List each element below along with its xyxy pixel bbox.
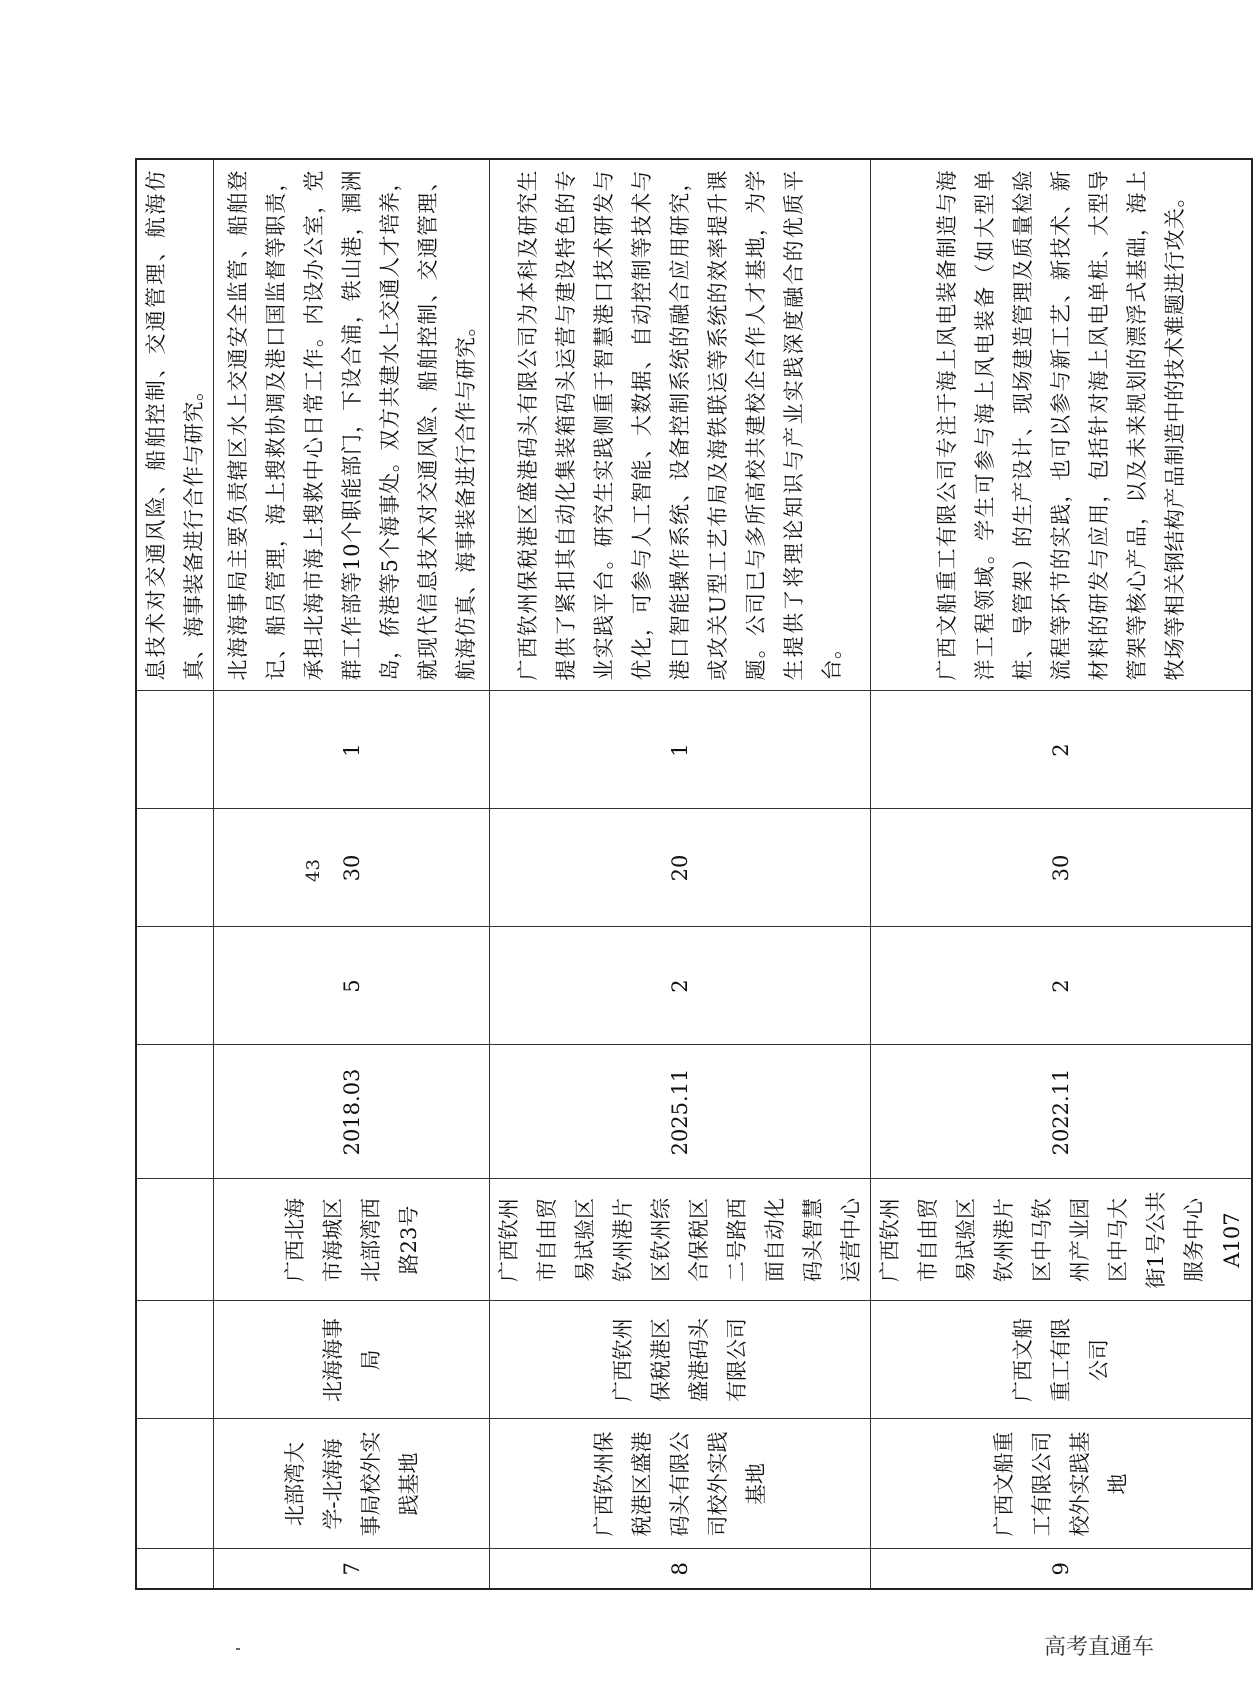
address-cell: 广西钦州市自由贸易试验区钦州港片区钦州综合保税区二号路西面自动化码头智慧运营中心 — [490, 1179, 871, 1301]
description-cell: 广西文船重工有限公司专注于海上风电装备制造与海洋工程领域。学生可参与海上风电装备（如大型单桩、导管架）的生产设计、现场建造管理及质量检验流程等环节的实践，也可以参与新工艺、新技术、新材料的研发与应用，包括针对海上风电单桩、大型导管架等核心产品，以及未来规划的漂浮式基础，海上牧场等相关钢结构产品制造中的技术难题进行攻关。 — [871, 159, 1253, 691]
base-name-cell: 广西文船重工有限公司校外实践基地 — [871, 1419, 1253, 1549]
partner-cell: 广西钦州保税港区盛港码头有限公司 — [490, 1301, 871, 1419]
watermark: 高考直通车 — [1043, 1635, 1154, 1660]
table-row — [871, 159, 1253, 1589]
description-cell: 广西钦州保税港区盛港码头有限公司为本科及研究生提供了紧扣其自动化集装箱码头运营与建设特色的专业实践平台。研究生实践侧重于智慧港口技术研发与优化，可参与人工智能、大数据、自动控制等技术与港口智能操作系统、设备控制系统的融合应用研究，或攻关U型工艺布局及海铁联运等系统的效率提升课题。公司已与多所高校共建校企合作人才基地，为学生提供了将理论知识与产业实践深度融合的优质平台。 — [490, 159, 871, 691]
description-cell: 息技术对交通风险、船舶控制、交通管理、航海仿真、海事装备进行合作与研究。 — [136, 159, 214, 691]
count-cell: 2 — [490, 927, 871, 1045]
date-cell: 2018.03 — [214, 1045, 490, 1179]
count-cell: 2 — [871, 691, 1253, 809]
count-cell: 1 — [490, 691, 871, 809]
date-cell: 2025.11 — [490, 1045, 871, 1179]
table-row — [214, 159, 490, 1589]
partner-cell: 北海海事局 — [214, 1301, 490, 1419]
rotated-table-container — [135, 160, 1244, 1590]
base-name-cell: 广西钦州保税港区盛港码头有限公司校外实践基地 — [490, 1419, 871, 1549]
row-index: 8 — [490, 1549, 871, 1589]
table-row-continuation — [136, 159, 214, 1589]
count-cell: 30 — [871, 809, 1253, 927]
count-cell: 30 — [214, 809, 490, 927]
description-cell: 北海海事局主要负责辖区水上交通安全监管、船舶登记、船员管理，海上搜救协调及港口国监督等职责，承担北海市海上搜救中心日常工作。内设办公室，党群工作部等10个职能部门，下设合浦，铁山港，涠洲岛，侨港等5个海事处。双方共建水上交通人才培养，就现代信息技术对交通风险、船舶控制、交通管理、航海仿真、海事装备进行合作与研究。 — [214, 159, 490, 691]
row-index: 7 — [214, 1549, 490, 1589]
address-cell: 广西钦州市自由贸易试验区钦州港片区中马钦州产业园区中马大街1号公共服务中心A107 — [871, 1179, 1253, 1301]
count-cell: 2 — [871, 927, 1253, 1045]
address-cell: 广西北海市海城区北部湾西路23号 — [214, 1179, 490, 1301]
row-index: 9 — [871, 1549, 1253, 1589]
table-row — [490, 159, 871, 1589]
scan-speck — [236, 1648, 240, 1650]
partner-cell: 广西文船重工有限公司 — [871, 1301, 1253, 1419]
date-cell: 2022.11 — [871, 1045, 1253, 1179]
page-number: 43 — [302, 859, 324, 882]
count-cell: 1 — [214, 691, 490, 809]
count-cell: 5 — [214, 927, 490, 1045]
count-cell: 20 — [490, 809, 871, 927]
base-name-cell: 北部湾大学-北海海事局校外实践基地 — [214, 1419, 490, 1549]
